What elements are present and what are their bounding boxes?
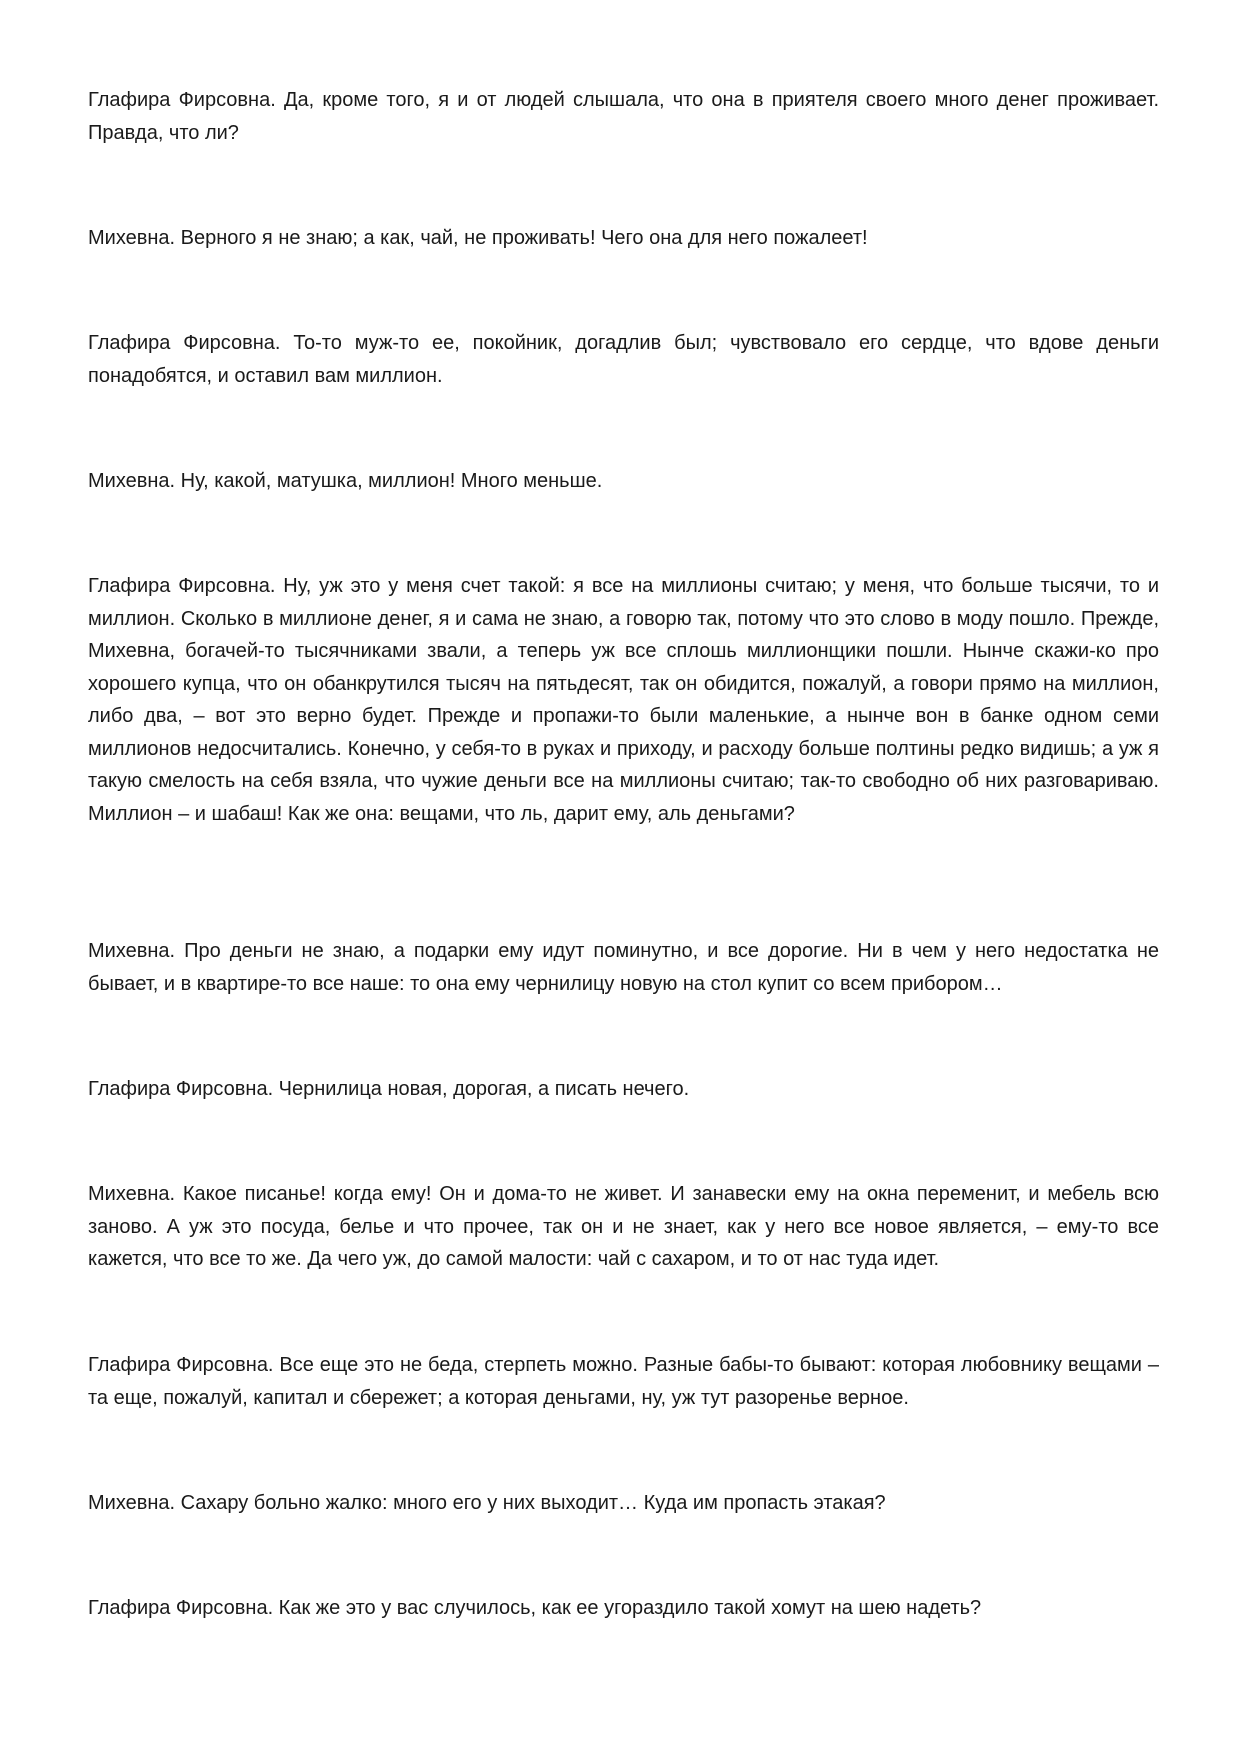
paragraph-glafira-6: Глафира Фирсовна. Как же это у вас случилось, как ее угораздило такой хомут на шею надеть? — [88, 1597, 982, 1619]
paragraph-mikhevna-3: Михевна. Про деньги не знаю, а подарки ему идут поминутно, и все дорогие. Ни в чем у него недостатка не бывает, и в квартире-то все наше: то она ему чернилицу новую на стол купит со всем прибором… — [88, 940, 1159, 995]
paragraph-glafira-2: Глафира Фирсовна. То-то муж-то ее, покойник, догадлив был; чувствовало его сердце, что вдове деньги понадобятся, и оставил вам миллион. — [88, 332, 1159, 387]
paragraph-mikhevna-1: Михевна. Верного я не знаю; а как, чай, не проживать! Чего она для него пожалеет! — [88, 227, 868, 249]
paragraph-mikhevna-4: Михевна. Какое писанье! когда ему! Он и дома-то не живет. И занавески ему на окна переменит, и мебель всю заново. А уж это посуда, белье и что прочее, так он и не знает, как у него все новое является, – ему-то все кажется, что все то же. Да чего уж, до самой малости: чай с сахаром, и то от нас туда идет. — [88, 1183, 1159, 1270]
paragraph-glafira-1: Глафира Фирсовна. Да, кроме того, я и от людей слышала, что она в приятеля своего много денег проживает. Правда, что ли? — [88, 89, 1159, 144]
paragraph-mikhevna-2: Михевна. Ну, какой, матушка, миллион! Много меньше. — [88, 470, 603, 492]
paragraph-mikhevna-5: Михевна. Сахару больно жалко: много его у них выходит… Куда им пропасть этакая? — [88, 1492, 886, 1514]
paragraph-glafira-4: Глафира Фирсовна. Чернилица новая, дорогая, а писать нечего. — [88, 1078, 690, 1100]
paragraph-glafira-5: Глафира Фирсовна. Все еще это не беда, стерпеть можно. Разные бабы-то бывают: которая любовнику вещами – та еще, пожалуй, капитал и сбережет; а которая деньгами, ну, уж тут разоренье верное. — [88, 1354, 1159, 1409]
paragraph-glafira-3: Глафира Фирсовна. Ну, уж это у меня счет такой: я все на миллионы считаю; у меня, что больше тысячи, то и миллион. Сколько в миллионе денег, я и сама не знаю, а говорю так, потому что это слово в моду пошло. Прежде, Михевна, богачей-то тысячниками звали, а теперь уж все сплошь миллионщики пошли. Нынче скажи-ко про хорошего купца, что он обанкрутился тысяч на пятьдесят, так он обидится, пожалуй, а говори прямо на миллион, либо два, – вот это верно будет. Прежде и пропажи-то были маленькие, а нынче вон в банке одном семи миллионов недосчитались. Конечно, у себя-то в руках и приходу, и расходу больше полтины редко видишь; а уж я такую смелость на себя взяла, что чужие деньги все на миллионы считаю; так-то свободно об них разговариваю. Миллион – и шабаш! Как же она: вещами, что ль, дарит ему, аль деньгами? — [88, 575, 1159, 825]
